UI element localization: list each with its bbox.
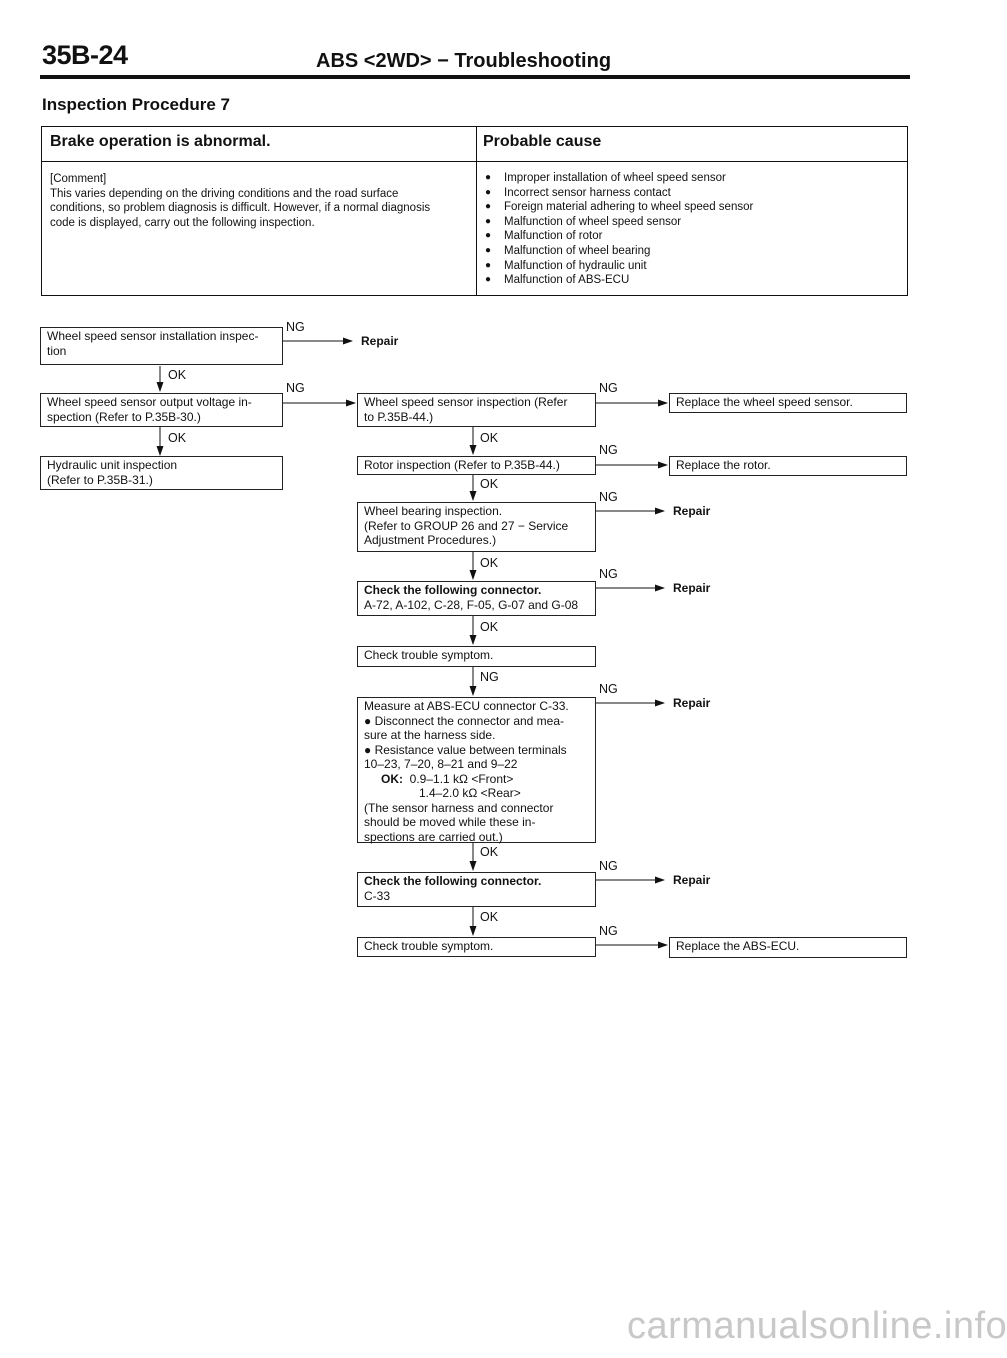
comment-line: conditions, so problem diagnosis is difficult. However, if a normal diagnosis [50, 202, 431, 215]
step-measure-ecu-connector: Measure at ABS-ECU connector C-33. ● Disconnect the connector and mea- sure at the harness side. ● Resistance value between terminals 10–23, 7–20, 8–21 and 9–22 OK: 0.9–1.1 kΩ <Front> 1.4–2.0 kΩ <Rear> (The sensor harness and connector should be moved while these in- spections are carried out.) [357, 697, 596, 843]
ng-label: NG [599, 682, 618, 696]
ok-label: OK [480, 845, 499, 859]
result-repair: Repair [673, 696, 711, 710]
bullet-icon: ● [485, 259, 492, 271]
comment-line: code is displayed, carry out the following inspection. [50, 216, 315, 229]
step-rotor-inspection: Rotor inspection (Refer to P.35B-44.) [357, 456, 596, 475]
bullet-icon: ● [485, 172, 492, 183]
ng-label: NG [599, 443, 618, 457]
ok-label: OK [480, 431, 499, 445]
step-wheel-bearing: Wheel bearing inspection. (Refer to GROUP 26 and 27 − Service Adjustment Procedures.) [357, 502, 596, 552]
result-repair: Repair [673, 581, 711, 595]
bullet-icon: ● [485, 244, 492, 256]
step-sensor-installation: Wheel speed sensor installation inspec- tion [40, 327, 283, 365]
ng-label: NG [286, 320, 305, 334]
section-title: Inspection Procedure 7 [42, 95, 230, 114]
ok-label: OK [168, 431, 187, 445]
cause-item: ● Malfunction of ABS-ECU [485, 274, 630, 287]
bullet-icon: ● [485, 215, 492, 227]
step-check-trouble-symptom: Check trouble symptom. [357, 646, 596, 667]
footer-watermark: carmanualsonline.info [627, 1305, 1007, 1347]
ng-label: NG [599, 859, 618, 873]
probable-cause-title: Probable cause [483, 133, 602, 150]
step-wheel-speed-sensor: Wheel speed sensor inspection (Refer to P.35B-44.) [357, 393, 596, 427]
comment-line: This varies depending on the driving conditions and the road surface [50, 187, 399, 200]
cause-item: ● Improper installation of wheel speed sensor [485, 172, 726, 184]
result-replace-sensor: Replace the wheel speed sensor. [669, 393, 907, 413]
bullet-icon: ● [485, 186, 492, 198]
cause-item: ● Malfunction of wheel bearing [485, 244, 651, 257]
cause-item: ● Foreign material adhering to wheel speed sensor [485, 201, 754, 214]
ng-label: NG [599, 924, 618, 938]
ng-label: NG [286, 381, 305, 395]
cause-item: ● Malfunction of rotor [485, 230, 603, 243]
step-final-trouble-symptom: Check trouble symptom. [357, 937, 596, 957]
ng-label: NG [599, 567, 618, 581]
ng-label: NG [599, 490, 618, 504]
cause-item: ● Malfunction of hydraulic unit [485, 259, 647, 272]
document-title: ABS <2WD> − Troubleshooting [316, 50, 612, 72]
result-repair: Repair [673, 873, 711, 887]
ng-label: NG [480, 670, 499, 684]
step-check-connectors: Check the following connector. A-72, A-102, C-28, F-05, G-07 and G-08 [357, 581, 596, 616]
step-check-connector-c33: Check the following connector. C-33 [357, 872, 596, 907]
result-repair: Repair [673, 504, 711, 518]
page-number: 35B-24 [42, 40, 128, 70]
bullet-icon: ● [485, 201, 492, 213]
ok-label: OK [480, 556, 499, 570]
step-hydraulic-unit: Hydraulic unit inspection (Refer to P.35B-31.) [40, 456, 283, 490]
ng-label: NG [599, 381, 618, 395]
ok-label: OK [480, 620, 499, 634]
result-replace-abs-ecu: Replace the ABS-ECU. [669, 937, 907, 958]
bullet-icon: ● [485, 274, 492, 286]
result-repair: Repair [361, 334, 399, 348]
ok-label: OK [168, 368, 187, 382]
step-output-voltage: Wheel speed sensor output voltage in- spection (Refer to P.35B-30.) [40, 393, 283, 427]
bullet-icon: ● [485, 230, 492, 242]
ok-label: OK [480, 910, 499, 924]
ok-label: OK [480, 477, 499, 491]
cause-item: ● Malfunction of wheel speed sensor [485, 215, 682, 228]
result-replace-rotor: Replace the rotor. [669, 456, 907, 476]
cause-item: ● Incorrect sensor harness contact [485, 186, 671, 199]
comment-line: [Comment] [50, 173, 107, 185]
symptom-title: Brake operation is abnormal. [50, 133, 271, 150]
